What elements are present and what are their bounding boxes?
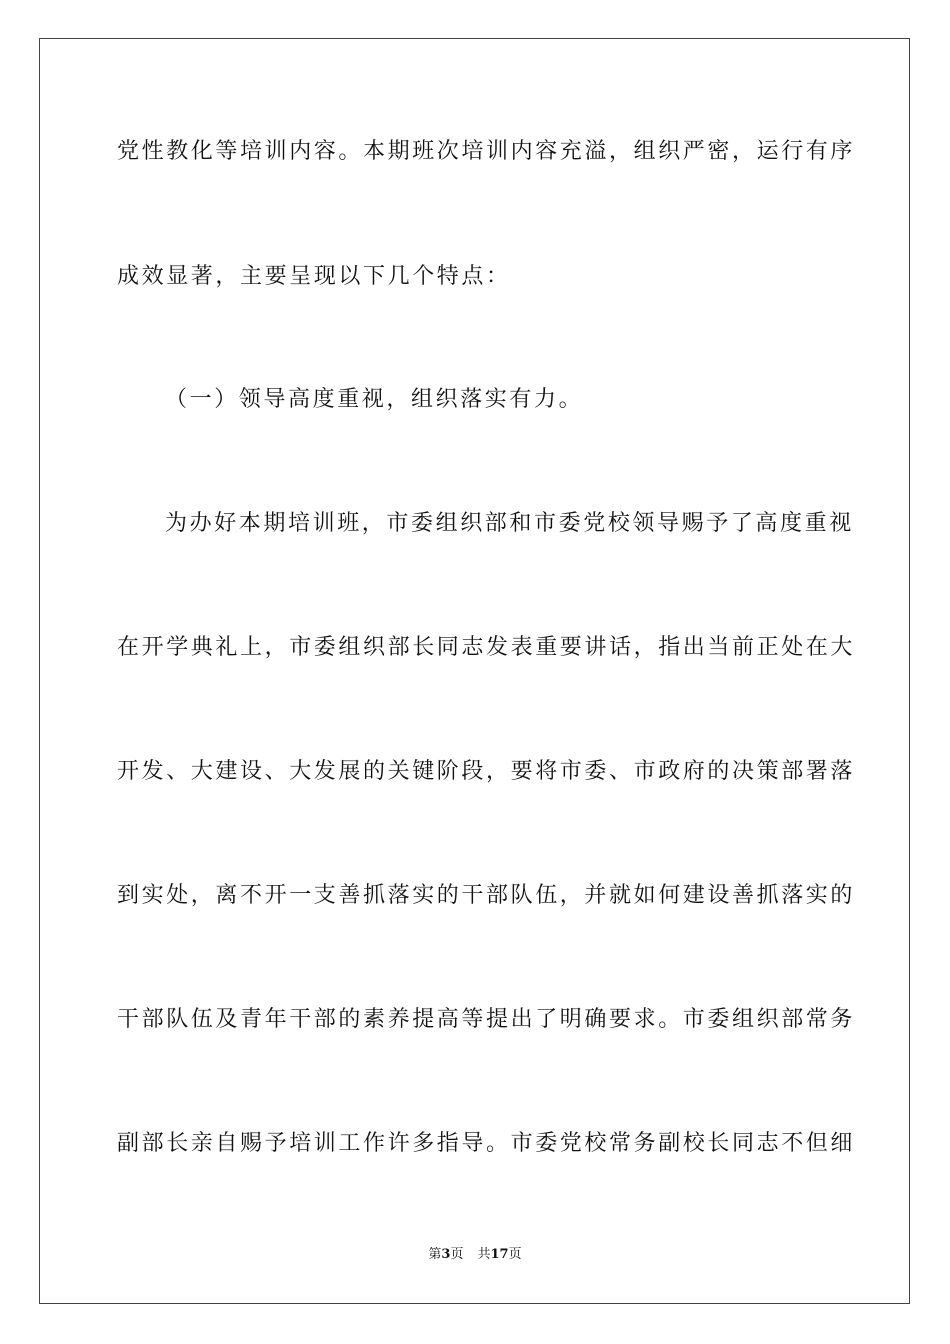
body-text-line: 开发、大建设、大发展的关键阶段，要将市委、市政府的决策部署落 — [117, 759, 856, 784]
page-footer — [0, 1246, 950, 1264]
page-number-prefix: 第 — [428, 1247, 442, 1262]
body-text-line: 为办好本期培训班，市委组织部和市委党校领导赐予了高度重视 — [165, 511, 854, 536]
total-pages: 17 — [490, 1247, 509, 1262]
body-text-line: 成效显著，主要呈现以下几个特点： — [117, 264, 511, 289]
page-number: 3 — [441, 1247, 451, 1262]
body-text-line: 副部长亲自赐予培训工作许多指导。市委党校常务副校长同志不但细 — [117, 1131, 856, 1156]
body-text-line: 党性教化等培训内容。本期班次培训内容充溢，组织严密，运行有序 — [117, 139, 856, 164]
total-pages-prefix: 共 — [477, 1247, 491, 1262]
body-text-line: 到实处，离不开一支善抓落实的干部队伍，并就如何建设善抓落实的 — [117, 883, 856, 908]
page-number-suffix: 页 — [450, 1247, 464, 1262]
total-pages-suffix: 页 — [508, 1247, 522, 1262]
page-border — [39, 38, 910, 1304]
body-text-line: 干部队伍及青年干部的素养提高等提出了明确要求。市委组织部常务 — [117, 1007, 856, 1032]
section-heading: （一）领导高度重视，组织落实有力。 — [165, 387, 584, 412]
body-text-line: 在开学典礼上，市委组织部长同志发表重要讲话，指出当前正处在大 — [117, 635, 856, 660]
